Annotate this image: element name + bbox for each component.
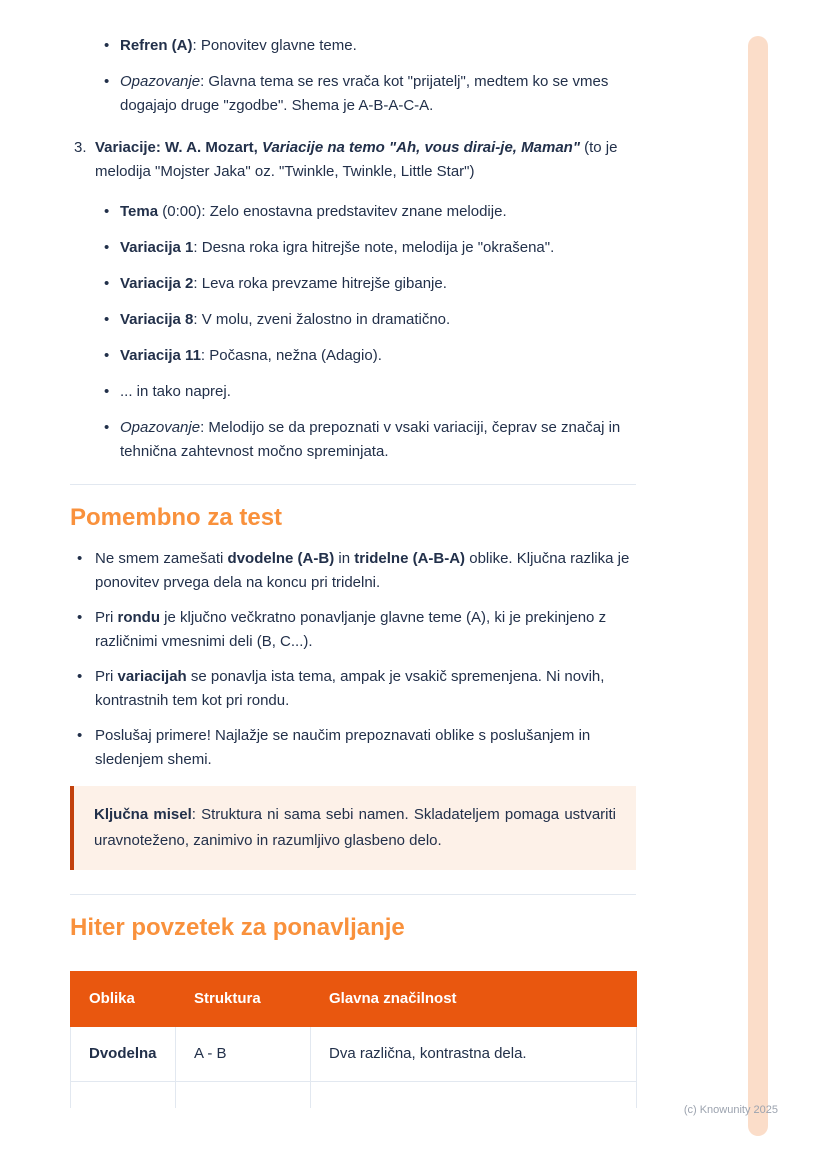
list-item-rest: : Desna roka igra hitrejše note, melodija je "okrašena".: [193, 239, 555, 256]
bullet-marker: •: [77, 668, 83, 685]
seg: Pri: [95, 609, 118, 626]
list-item: [70, 70, 636, 118]
cell-empty: [176, 1082, 311, 1109]
bullet-marker: •: [77, 609, 83, 626]
bullet-marker: •: [104, 275, 110, 292]
list-item-lead: Tema: [120, 203, 159, 220]
title-bold: Variacije: W. A. Mozart,: [95, 139, 262, 156]
list-item: [70, 236, 636, 260]
list-item-lead: Variacija 2: [120, 275, 194, 292]
list-item: [70, 200, 636, 224]
seg: se ponavlja ista tema, ampak je vsakič spremenjena. Ni novih, kontrastnih tem kot pri rondu.: [95, 668, 605, 709]
list-item-rest: : Ponovitev glavne teme.: [192, 37, 357, 54]
cell-oblika: Dvodelna: [71, 1027, 176, 1082]
list-item-rest: (0:00): Zelo enostavna predstavitev znane melodije.: [158, 203, 507, 220]
callout-rest: : Struktura ni sama sebi namen. Skladateljem pomaga ustvariti uravnoteženo, zanimivo in razumljivo glasbeno delo.: [94, 806, 617, 849]
section-divider: [70, 894, 636, 895]
decorative-side-ribbon: [748, 36, 768, 1136]
list-item: [70, 308, 636, 332]
seg: je ključno večkratno ponavljanje glavne teme (A), ki je prekinjeno z različnimi vmesnimi deli (B, C...).: [95, 609, 607, 650]
title-bold-italic: Variacije na temo "Ah, vous dirai-je, Maman": [262, 139, 580, 156]
cell-empty: [311, 1082, 637, 1109]
bullet-marker: •: [104, 37, 110, 54]
list-item-text: [120, 308, 636, 332]
list-item-lead: Refren (A): [120, 37, 193, 54]
summary-table: [70, 971, 637, 1108]
variations-list: [70, 200, 636, 464]
bullet-marker: •: [77, 727, 83, 744]
seg-bold: tridelne (A-B-A): [354, 550, 466, 567]
table-header-znacilnost: Glavna značilnost: [311, 972, 637, 1027]
bullet-marker: •: [104, 203, 110, 220]
table-header-struktura: Struktura: [176, 972, 311, 1027]
bullet-marker: •: [104, 383, 110, 400]
copyright-credit: (c) Knowunity 2025: [683, 1104, 778, 1116]
list-item-rest: : Leva roka prevzame hitrejše gibanje.: [193, 275, 447, 292]
list-item-rest: ... in tako naprej.: [120, 383, 231, 400]
list-item: [70, 724, 636, 772]
list-item-text: [95, 665, 636, 713]
seg-bold: rondu: [117, 609, 160, 626]
seg: oblike. Ključna razlika je ponovitev prvega dela na koncu pri tridelni.: [95, 550, 630, 591]
list-item-text: [120, 34, 636, 58]
list-item-rest: : Melodijo se da prepoznati v vsaki variaciji, čeprav se značaj in tehnična zahtevnost močno spreminjata.: [120, 419, 621, 460]
list-item-text: [95, 606, 636, 654]
refren-list: [70, 34, 636, 118]
seg: Poslušaj primere! Najlažje se naučim prepoznavati oblike s poslušanjem in sledenjem shemi.: [95, 727, 591, 768]
bullet-marker: •: [104, 419, 110, 436]
list-item-lead: Opazovanje: [120, 73, 201, 90]
list-item-lead: Variacija 11: [120, 347, 201, 364]
list-item-text: [120, 200, 636, 224]
section-divider: [70, 484, 636, 485]
bullet-marker: •: [104, 73, 110, 90]
list-item: [70, 665, 636, 713]
list-item-lead: Variacija 1: [120, 239, 194, 256]
list-item: [70, 380, 636, 404]
callout-lead: Ključna misel: [94, 806, 192, 823]
list-item-text: [120, 70, 636, 118]
seg-bold: variacijah: [117, 668, 187, 685]
list-item: [70, 416, 636, 464]
table-header-oblika: Oblika: [71, 972, 176, 1027]
bullet-marker: •: [104, 311, 110, 328]
list-item: [70, 547, 636, 595]
list-item-text: [120, 344, 636, 368]
bullet-marker: •: [104, 239, 110, 256]
bullet-marker: •: [104, 347, 110, 364]
list-item-rest: : Počasna, nežna (Adagio).: [200, 347, 382, 364]
list-item: [70, 272, 636, 296]
table-row-partial: [71, 1082, 637, 1109]
key-idea-callout: [70, 786, 636, 870]
cell-znacilnost: Dva različna, kontrastna dela.: [311, 1027, 637, 1082]
seg: Ne smem zamešati: [95, 550, 228, 567]
list-item-text: [95, 724, 636, 772]
list-item-text: [120, 272, 636, 296]
seg-bold: dvodelne (A-B): [227, 550, 335, 567]
cell-empty: [71, 1082, 176, 1109]
table-row: [71, 1027, 637, 1082]
list-item-text: [95, 547, 636, 595]
title-rest: (to je melodija "Mojster Jaka" oz. "Twinkle, Twinkle, Little Star"): [95, 139, 618, 180]
list-item-lead: Variacija 8: [120, 311, 194, 328]
section-heading-test: Pomembno za test: [70, 504, 283, 531]
test-list: [70, 547, 636, 772]
list-item-text: [120, 236, 636, 260]
list-item-lead: Opazovanje: [120, 419, 201, 436]
list-item-text: [120, 380, 636, 404]
bullet-marker: •: [77, 550, 83, 567]
list-item: [70, 34, 636, 58]
numbered-item-3: [70, 136, 636, 184]
list-item: [70, 606, 636, 654]
numbered-item-title: [95, 139, 617, 180]
section-heading-summary: Hiter povzetek za ponavljanje: [70, 914, 405, 941]
list-item-text: [120, 416, 636, 464]
seg: Pri: [95, 668, 118, 685]
list-item: [70, 344, 636, 368]
list-item-rest: : Glavna tema se res vrača kot "prijatelj", medtem ko se vmes dogajajo druge "zgodbe". Shema je A-B-A-C-A.: [120, 73, 609, 114]
seg: in: [334, 550, 355, 567]
document-content: [70, 0, 636, 1108]
numbered-item-marker: 3.: [74, 139, 87, 156]
cell-struktura: A - B: [176, 1027, 311, 1082]
list-item-rest: : V molu, zveni žalostno in dramatično.: [193, 311, 451, 328]
table-header-row: [71, 972, 637, 1027]
